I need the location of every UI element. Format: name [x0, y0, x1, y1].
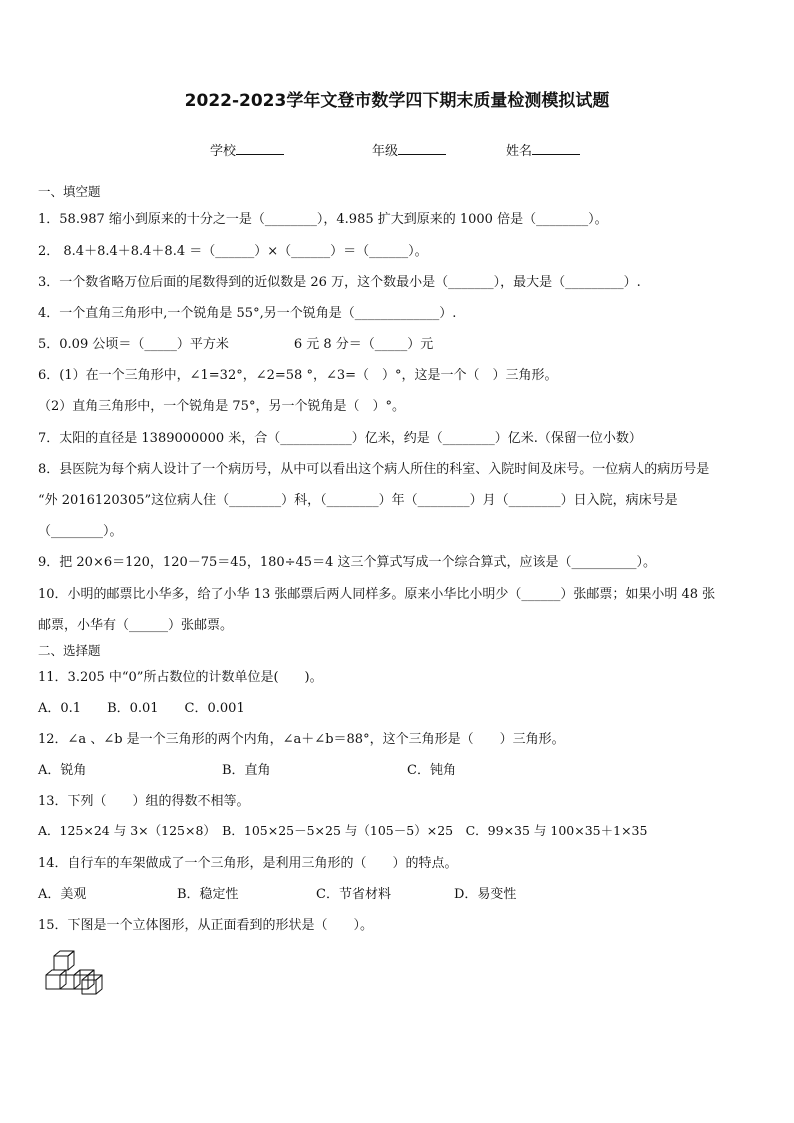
- question-12-option-a: A．锐角: [38, 763, 87, 778]
- question-10a: 10．小明的邮票比小华多，给了小华 13 张邮票后两人同样多。原来小华比小明少（______）张邮票；如果小明 48 张: [38, 587, 716, 602]
- question-12: 12．∠a 、∠b 是一个三角形的两个内角，∠a＋∠b＝88°，这个三角形是（ ）三角形。: [38, 732, 565, 747]
- question-7: 7．太阳的直径是 1389000000 米，合（___________）亿米，约是（________）亿米.（保留一位小数）: [38, 431, 642, 446]
- question-14-option-d: D．易变性: [454, 887, 517, 902]
- question-14-option-b: B．稳定性: [177, 887, 239, 902]
- question-1: 1．58.987 缩小到原来的十分之一是（________），4.985 扩大到原来的 1000 倍是（________）。: [38, 212, 608, 227]
- section-fill-title: 一、填空题: [38, 184, 101, 199]
- question-13: 13．下列（ ）组的得数不相等。: [38, 794, 250, 809]
- question-4: 4．一个直角三角形中,一个锐角是 55°,另一个锐角是（_____________）.: [38, 306, 457, 321]
- question-15: 15．下图是一个立体图形，从正面看到的形状是（ ）。: [38, 918, 374, 933]
- question-11: 11．3.205 中“0”所占数位的计数单位是( )。: [38, 670, 323, 685]
- name-label: 姓名: [506, 144, 533, 159]
- page-title: 2022-2023学年文登市数学四下期末质量检测模拟试题: [184, 91, 610, 111]
- grade-field[interactable]: [372, 140, 446, 159]
- school-field[interactable]: [210, 140, 284, 159]
- question-6a: 6．(1）在一个三角形中，∠1=32°，∠2=58 °，∠3=（ ）°，这是一个（ ）三角形。: [38, 368, 558, 383]
- name-field[interactable]: [506, 140, 580, 159]
- question-13-options: A．125×24 与 3×（125×8） B．105×25－5×25 与（105－5）×25 C．99×35 与 100×35＋1×35: [38, 823, 648, 838]
- question-10b: 邮票，小华有（______）张邮票。: [38, 618, 234, 633]
- question-11-options: A．0.1 B．0.01 C．0.001: [38, 701, 245, 716]
- school-blank[interactable]: [236, 142, 284, 155]
- section-choice-title: 二、选择题: [38, 643, 101, 658]
- question-2: 2． 8.4＋8.4＋8.4＋8.4 ＝（______）×（______）＝（______）。: [38, 244, 428, 259]
- question-14: 14．自行车的车架做成了一个三角形，是利用三角形的（ ）的特点。: [38, 856, 458, 871]
- question-5: 5．0.09 公顷＝（_____）平方米 6 元 8 分＝（_____）元: [38, 337, 434, 352]
- school-label: 学校: [210, 144, 237, 159]
- grade-label: 年级: [372, 144, 399, 159]
- question-6b: （2）直角三角形中，一个锐角是 75°，另一个锐角是（ ）°。: [38, 399, 405, 414]
- name-blank[interactable]: [532, 142, 580, 155]
- question-9: 9．把 20×6＝120，120－75＝45，180÷45＝4 这三个算式写成一个综合算式，应该是（__________）。: [38, 555, 656, 570]
- question-14-option-c: C．节省材料: [316, 887, 391, 902]
- question-3: 3．一个数省略万位后面的尾数得到的近似数是 26 万，这个数最小是（_______），最大是（_________）.: [38, 275, 641, 290]
- question-8c: （________）。: [38, 524, 123, 539]
- question-12-option-c: C．钝角: [407, 763, 456, 778]
- question-8b: “外 2016120305”这位病人住（________）科，（________）年（________）月（________）日入院，病床号是: [38, 493, 678, 508]
- question-14-option-a: A．美观: [38, 887, 87, 902]
- stacked-cubes-figure: [44, 948, 110, 998]
- question-8a: 8．县医院为每个病人设计了一个病历号，从中可以看出这个病人所住的科室、入院时间及床号。一位病人的病历号是: [38, 462, 710, 477]
- question-12-option-b: B．直角: [222, 763, 271, 778]
- grade-blank[interactable]: [398, 142, 446, 155]
